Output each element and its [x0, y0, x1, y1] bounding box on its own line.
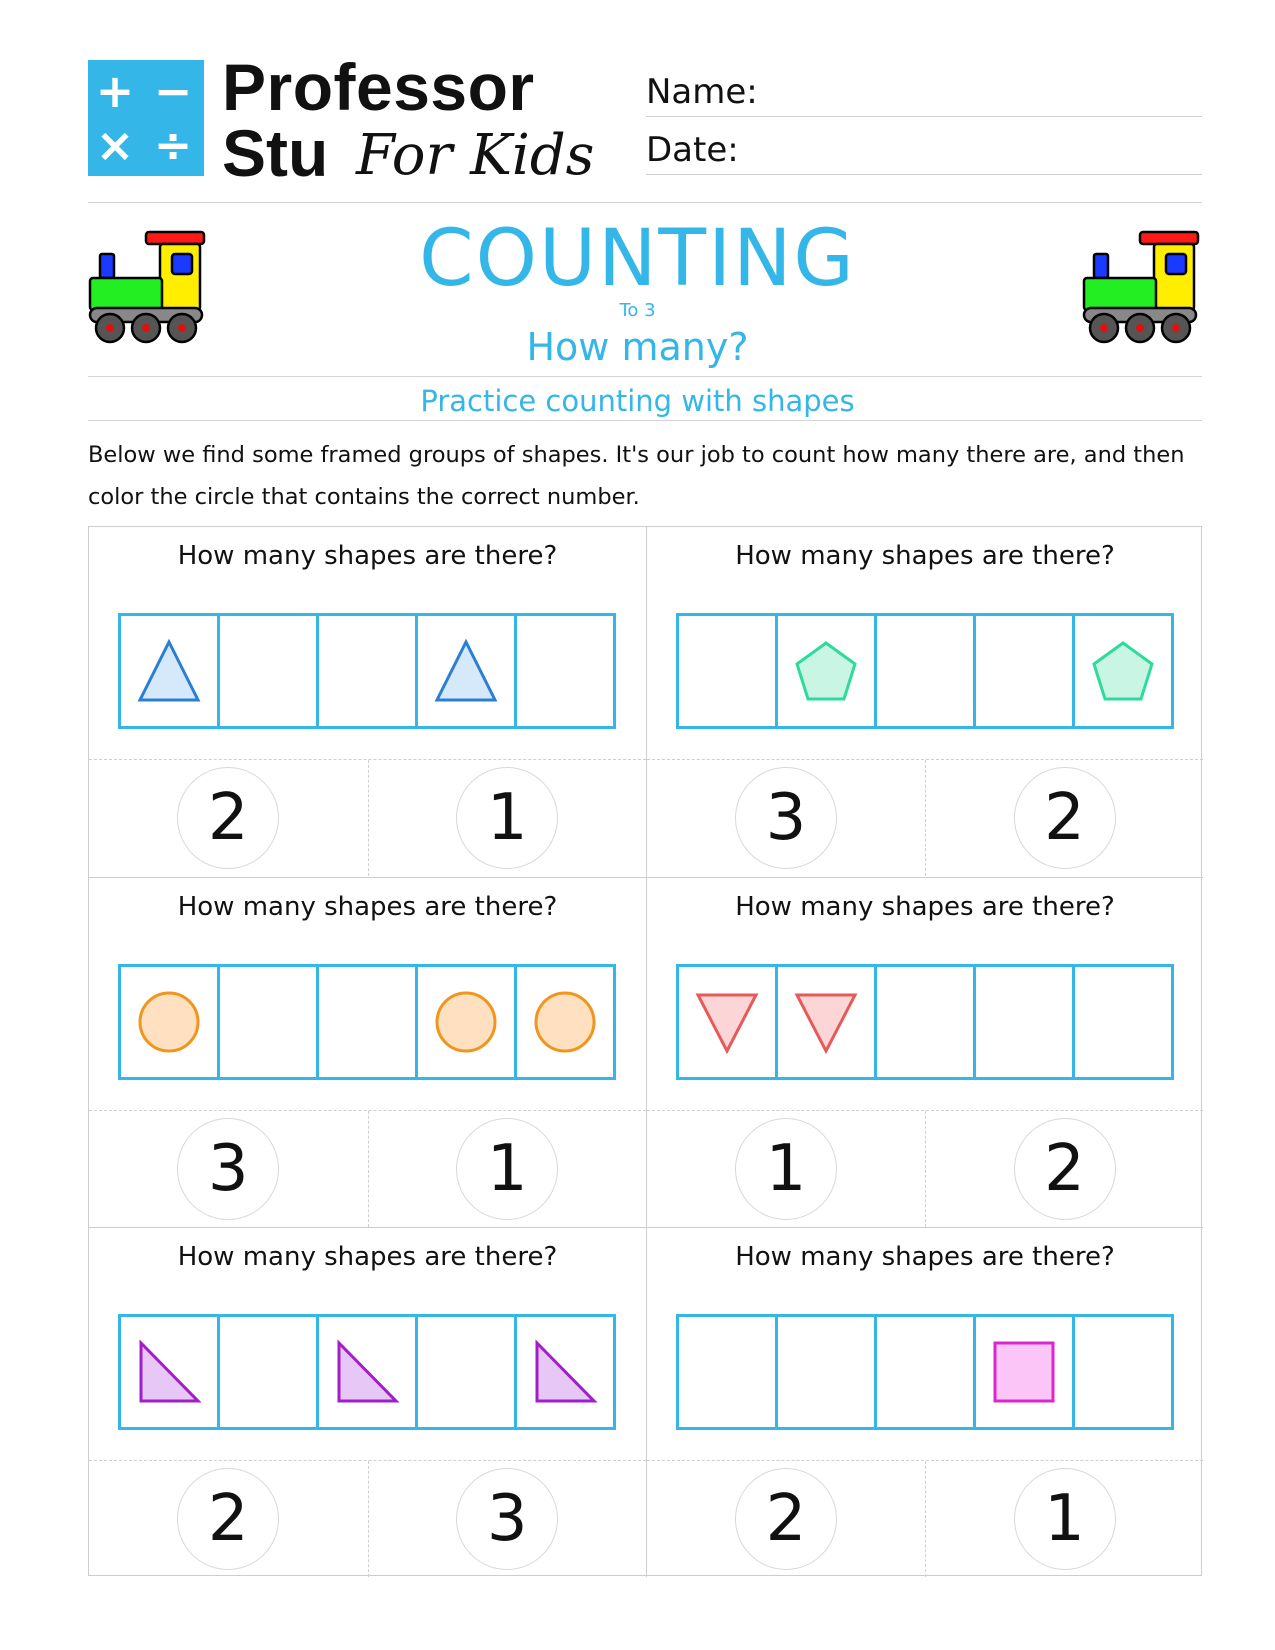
square-shape-icon — [991, 1339, 1057, 1405]
right-triangle-shape-icon — [334, 1339, 400, 1405]
frame-slot — [775, 967, 874, 1077]
exercise-question: How many shapes are there? — [177, 1242, 558, 1272]
frame-slot — [217, 967, 316, 1077]
frame-slot — [973, 967, 1072, 1077]
ten-frame — [676, 964, 1174, 1080]
exercise-question: How many shapes are there? — [735, 541, 1115, 571]
frame-slot — [1072, 616, 1171, 726]
ten-frame — [676, 1314, 1174, 1430]
frame-slot — [121, 967, 217, 1077]
answer-circle[interactable]: 2 — [1014, 1118, 1116, 1220]
frame-slot — [1072, 967, 1171, 1077]
ten-frame — [118, 613, 616, 729]
exercise-question: How many shapes are there? — [735, 1242, 1115, 1272]
answer-circle[interactable]: 3 — [177, 1118, 279, 1220]
answer-option — [647, 760, 925, 876]
date-field[interactable] — [646, 174, 1202, 175]
triangle-up-shape-icon — [136, 638, 202, 704]
frame-slot — [679, 616, 775, 726]
frame-slot — [514, 616, 613, 726]
frame-slot — [679, 1317, 775, 1427]
plus-icon: + — [95, 64, 135, 118]
circle-shape-icon — [433, 989, 499, 1055]
answer-option — [925, 760, 1203, 876]
brand-name-line1: Professor — [222, 50, 535, 124]
answer-option — [925, 1461, 1203, 1577]
answer-circle[interactable]: 1 — [735, 1118, 837, 1220]
frame-slot — [874, 1317, 973, 1427]
exercise-cell — [89, 1227, 646, 1577]
frame-slot — [316, 616, 415, 726]
answer-row — [89, 1110, 646, 1227]
frame-slot — [415, 616, 514, 726]
divider — [88, 420, 1202, 421]
multiply-icon: × — [95, 118, 135, 172]
frame-slot — [121, 1317, 217, 1427]
date-label: Date: — [646, 130, 739, 170]
answer-row — [647, 1110, 1203, 1227]
answer-circle[interactable]: 3 — [456, 1468, 558, 1570]
exercise-question: How many shapes are there? — [177, 892, 558, 922]
exercise-cell — [89, 527, 646, 877]
answer-circle[interactable]: 2 — [177, 767, 279, 869]
exercise-cell — [89, 877, 646, 1227]
exercise-cell — [646, 877, 1203, 1227]
minus-icon: − — [153, 64, 193, 118]
answer-option — [368, 1111, 647, 1227]
answer-option — [89, 1111, 368, 1227]
triangle-up-shape-icon — [433, 638, 499, 704]
frame-slot — [973, 1317, 1072, 1427]
answer-circle[interactable]: 3 — [735, 767, 837, 869]
triangle-down-shape-icon — [793, 989, 859, 1055]
exercise-question: How many shapes are there? — [735, 892, 1115, 922]
divider — [88, 202, 1202, 203]
counting-range: To 3 — [619, 300, 656, 321]
page-question: How many? — [526, 325, 749, 369]
answer-option — [368, 760, 647, 876]
frame-slot — [874, 967, 973, 1077]
answer-circle[interactable]: 2 — [1014, 767, 1116, 869]
exercise-grid — [88, 526, 1202, 1576]
frame-slot — [775, 1317, 874, 1427]
answer-row — [647, 1460, 1203, 1577]
circle-shape-icon — [532, 989, 598, 1055]
name-field[interactable] — [646, 116, 1202, 117]
frame-slot — [973, 616, 1072, 726]
frame-slot — [514, 967, 613, 1077]
answer-row — [89, 759, 646, 876]
answer-option — [647, 1461, 925, 1577]
instructions: Below we find some framed groups of shapes. It's our job to count how many there are, and then color the circle that contains the correct number. — [88, 442, 1185, 510]
brand-tagline: For Kids — [356, 123, 595, 188]
frame-slot — [217, 616, 316, 726]
frame-slot — [316, 967, 415, 1077]
frame-slot — [316, 1317, 415, 1427]
circle-shape-icon — [136, 989, 202, 1055]
brand-name-line2: Stu — [222, 116, 329, 190]
right-triangle-shape-icon — [532, 1339, 598, 1405]
frame-slot — [217, 1317, 316, 1427]
answer-option — [647, 1111, 925, 1227]
answer-circle[interactable]: 2 — [177, 1468, 279, 1570]
frame-slot — [121, 616, 217, 726]
page-subtitle: Practice counting with shapes — [420, 384, 855, 418]
answer-circle[interactable]: 2 — [735, 1468, 837, 1570]
answer-row — [89, 1460, 646, 1577]
answer-row — [647, 759, 1203, 876]
ten-frame — [118, 964, 616, 1080]
triangle-down-shape-icon — [694, 989, 760, 1055]
pentagon-shape-icon — [1090, 638, 1156, 704]
name-label: Name: — [646, 72, 758, 112]
exercise-cell — [646, 527, 1203, 877]
frame-slot — [679, 967, 775, 1077]
page-title: COUNTING — [419, 214, 856, 304]
answer-circle[interactable]: 1 — [456, 1118, 558, 1220]
frame-slot — [415, 1317, 514, 1427]
exercise-question: How many shapes are there? — [177, 541, 558, 571]
logo-icon — [88, 60, 204, 176]
answer-circle[interactable]: 1 — [1014, 1468, 1116, 1570]
ten-frame — [118, 1314, 616, 1430]
ten-frame — [676, 613, 1174, 729]
frame-slot — [415, 967, 514, 1077]
answer-option — [368, 1461, 647, 1577]
answer-option — [89, 1461, 368, 1577]
answer-option — [925, 1111, 1203, 1227]
answer-circle[interactable]: 1 — [456, 767, 558, 869]
exercise-cell — [646, 1227, 1203, 1577]
frame-slot — [775, 616, 874, 726]
right-triangle-shape-icon — [136, 1339, 202, 1405]
divider — [88, 376, 1202, 377]
frame-slot — [514, 1317, 613, 1427]
divide-icon: ÷ — [153, 118, 193, 172]
frame-slot — [1072, 1317, 1171, 1427]
pentagon-shape-icon — [793, 638, 859, 704]
answer-option — [89, 760, 368, 876]
frame-slot — [874, 616, 973, 726]
